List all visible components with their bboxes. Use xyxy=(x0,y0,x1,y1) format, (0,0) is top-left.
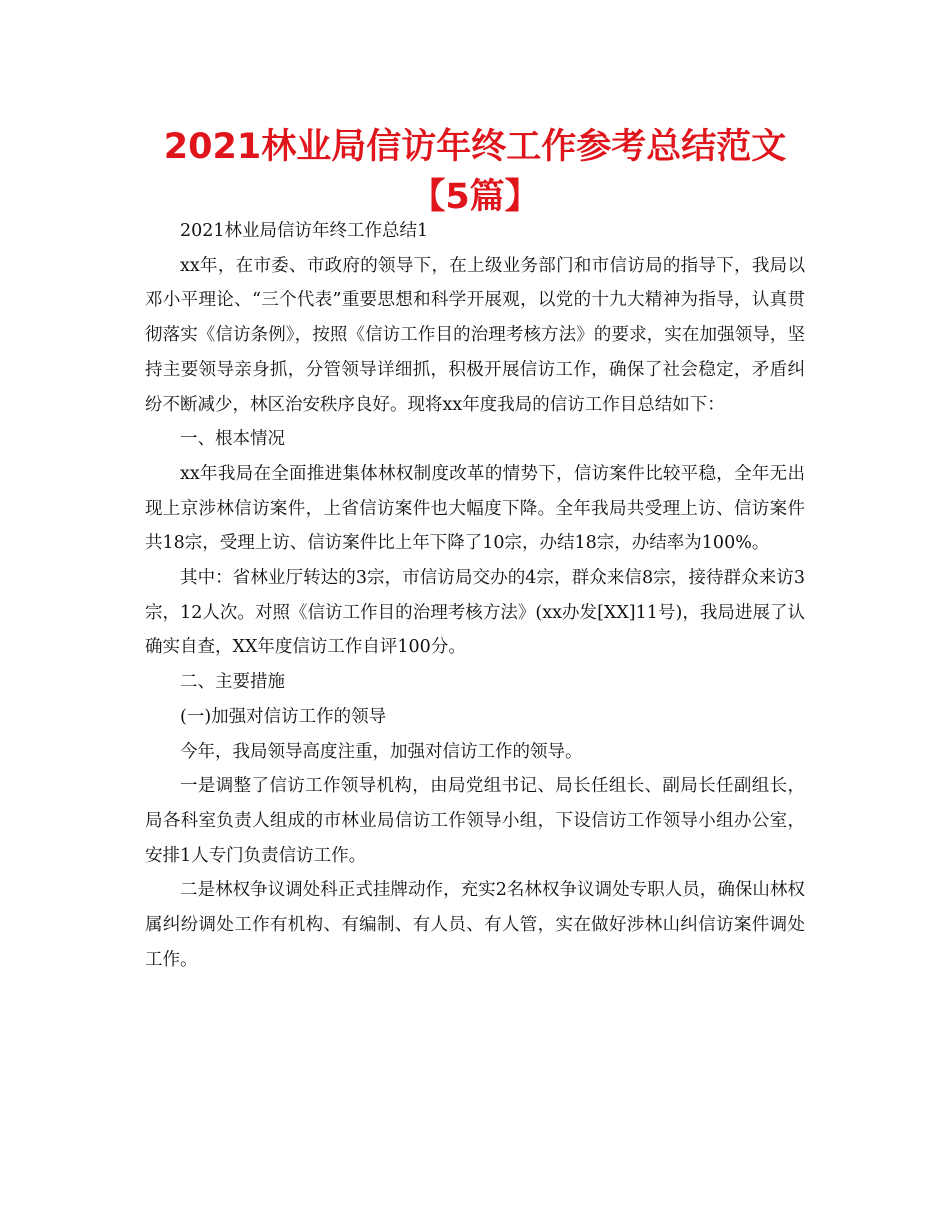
body-paragraph: xx年我局在全面推进集体林权制度改革的情势下，信访案件比较平稳，全年无出现上京涉林信访案件，上省信访案件也大幅度下降。全年我局共受理上访、信访案件共18宗，受理上访、信访案件比上年下降了10宗，办结18宗，办结率为100%。 xyxy=(145,463,805,554)
body-paragraph: 一是调整了信访工作领导机构，由局党组书记、局长任组长、副局长任副组长，局各科室负责人组成的市林业局信访工作领导小组，下设信访工作领导小组办公室，安排1人专门负责信访工作。 xyxy=(145,776,805,866)
subsection-heading: (一)加强对信访工作的领导 xyxy=(180,706,387,727)
section-heading: 2021林业局信访年终工作总结1 xyxy=(180,221,429,241)
body-paragraph: 其中：省林业厅转达的3宗，市信访局交办的4宗，群众来信8宗，接待群众来访3宗，12人次。对照《信访工作目的治理考核方法》(xx办发[XX]11号)，我局进展了认确实自查，XX年度信访工作自评100分。 xyxy=(145,568,805,658)
section-heading: 二、主要措施 xyxy=(180,672,285,693)
body-paragraph: 今年，我局领导高度注重，加强对信访工作的领导。 xyxy=(180,741,583,762)
body-paragraph: xx年，在市委、市政府的领导下，在上级业务部门和市信访局的指导下，我局以邓小平理论、“三个代表”重要思想和科学开展观，以党的十九大精神为指导，认真贯彻落实《信访条例》，按照《信访工作目的治理考核方法》的要求，实在加强领导，坚持主要领导亲身抓，分管领导详细抓，积极开展信访工作，确保了社会稳定，矛盾纠纷不断减少，林区治安秩序良好。现将xx年度我局的信访工作目总结如下： xyxy=(145,255,805,415)
body-paragraph: 二是林权争议调处科正式挂牌动作，充实2名林权争议调处专职人员，确保山林权属纠纷调处工作有机构、有编制、有人员、有人管，实在做好涉林山纠信访案件调处工作。 xyxy=(145,880,805,970)
document-title: 2021林业局信访年终工作参考总结范文【5篇】 xyxy=(163,127,787,217)
section-heading: 一、根本情况 xyxy=(180,429,285,450)
document-body xyxy=(145,214,805,977)
